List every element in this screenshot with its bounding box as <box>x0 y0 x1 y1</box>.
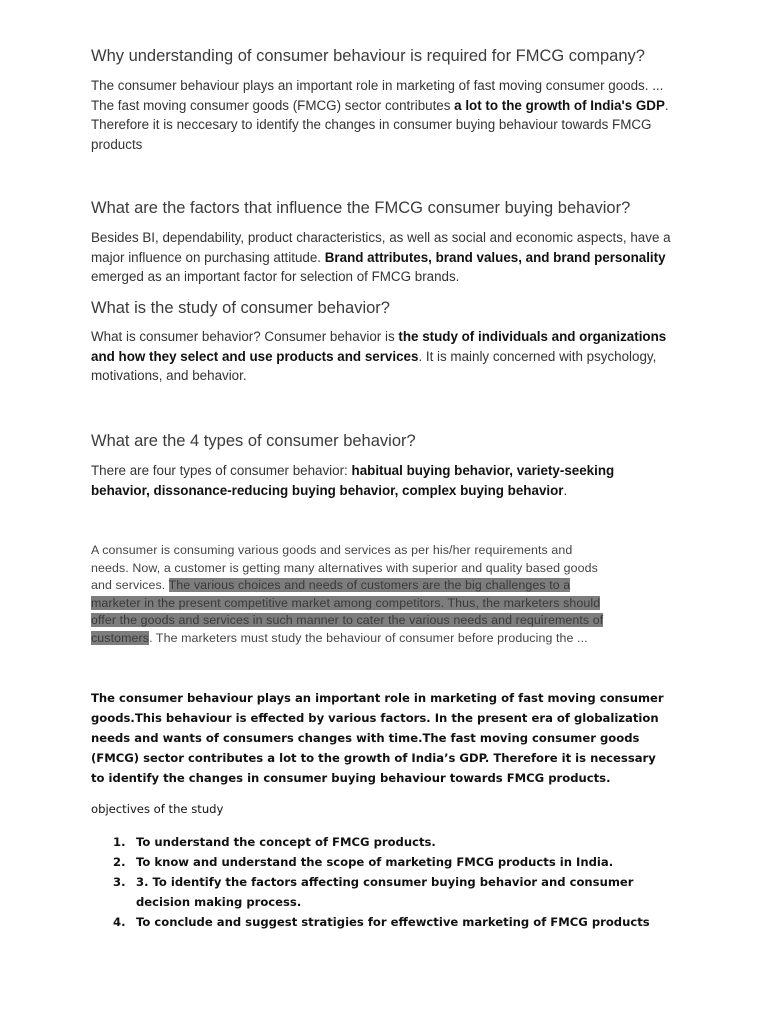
list-item-text: 3. To identify the factors affecting consumer buying behavior and consumer decision making process. <box>136 875 634 909</box>
answer-bold-text: Brand attributes, brand values, and brand personality <box>324 249 666 265</box>
list-item-text: To know and understand the scope of marketing FMCG products in India. <box>136 855 614 869</box>
list-number: 4. <box>113 915 126 929</box>
question-heading-4: What are the 4 types of consumer behavior? <box>91 432 416 450</box>
question-heading-1: Why understanding of consumer behaviour is required for FMCG company? <box>91 47 645 65</box>
list-item-text: To conclude and suggest stratigies for effewctive marketing of FMCG products <box>136 915 650 929</box>
answer-bold-text: a lot to the growth of India's GDP <box>454 97 665 113</box>
list-item <box>91 852 671 872</box>
list-number: 3. <box>113 875 126 889</box>
answer-paragraph-3 <box>91 327 671 386</box>
answer-text: . <box>563 482 568 498</box>
excerpt-snippet <box>91 542 611 647</box>
list-item-text: To understand the concept of FMCG products. <box>136 835 436 849</box>
answer-paragraph-2 <box>91 228 671 287</box>
answer-text: There are four types of consumer behavior: <box>91 463 352 478</box>
answer-text: The consumer behaviour plays an important role in marketing of fast moving consumer goods. ... The fast moving consumer goods (FMCG) sector contributes <box>91 78 664 113</box>
body-paragraph: The consumer behaviour plays an important role in marketing of fast moving consumer goods.This behaviour is effected by various factors. In the present era of globalization needs and wants of consumers changes with time.The fast moving consumer goods (FMCG) sector contributes a lot to the growth of India’s GDP. Therefore it is necessary to identify the changes in consumer buying behaviour towards FMCG products. <box>91 691 664 785</box>
answer-bold-text: habitual buying behavior, variety-seeking behavior, dissonance-reducing buying behavior, complex buying behavior <box>91 463 615 498</box>
question-heading-2: What are the factors that influence the FMCG consumer buying behavior? <box>91 199 631 217</box>
list-item <box>91 872 671 912</box>
list-number: 1. <box>113 835 126 849</box>
question-heading-3: What is the study of consumer behavior? <box>91 299 390 317</box>
answer-paragraph-4 <box>91 461 671 500</box>
list-item <box>91 832 671 852</box>
answer-bold-text: the study of individuals and organizations and how they select and use products and services <box>91 329 667 364</box>
answer-text: . It is mainly concerned with psychology, motivations, and behavior. <box>91 348 657 383</box>
objectives-list <box>91 832 671 932</box>
list-item <box>91 912 671 932</box>
list-number: 2. <box>113 855 126 869</box>
answer-text: . Therefore it is neccesary to identify the changes in consumer buying behaviour towards FMCG products <box>91 97 669 152</box>
answer-text: Besides BI, dependability, product characteristics, as well as social and economic aspects, have a major influence on purchasing attitude. <box>91 230 671 265</box>
answer-text: What is consumer behavior? Consumer behavior is <box>91 329 399 344</box>
answer-paragraph-1 <box>91 76 671 154</box>
highlighted-text: The various choices and needs of customers are the big challenges to a marketer in the present competitive market among competitors. Thus, the marketers should offer the goods and services in such manner to cater the various needs and requirements of customers <box>91 578 604 645</box>
answer-text: emerged as an important factor for selection of FMCG brands. <box>91 269 460 284</box>
snippet-text: A consumer is consuming various goods and services as per his/her requirements and needs. Now, a customer is getting many alternatives with superior and quality based goods and services. <box>91 543 598 592</box>
objectives-heading: objectives of the study <box>91 802 224 816</box>
snippet-text: . The marketers must study the behaviour of consumer before producing the ... <box>149 630 588 645</box>
